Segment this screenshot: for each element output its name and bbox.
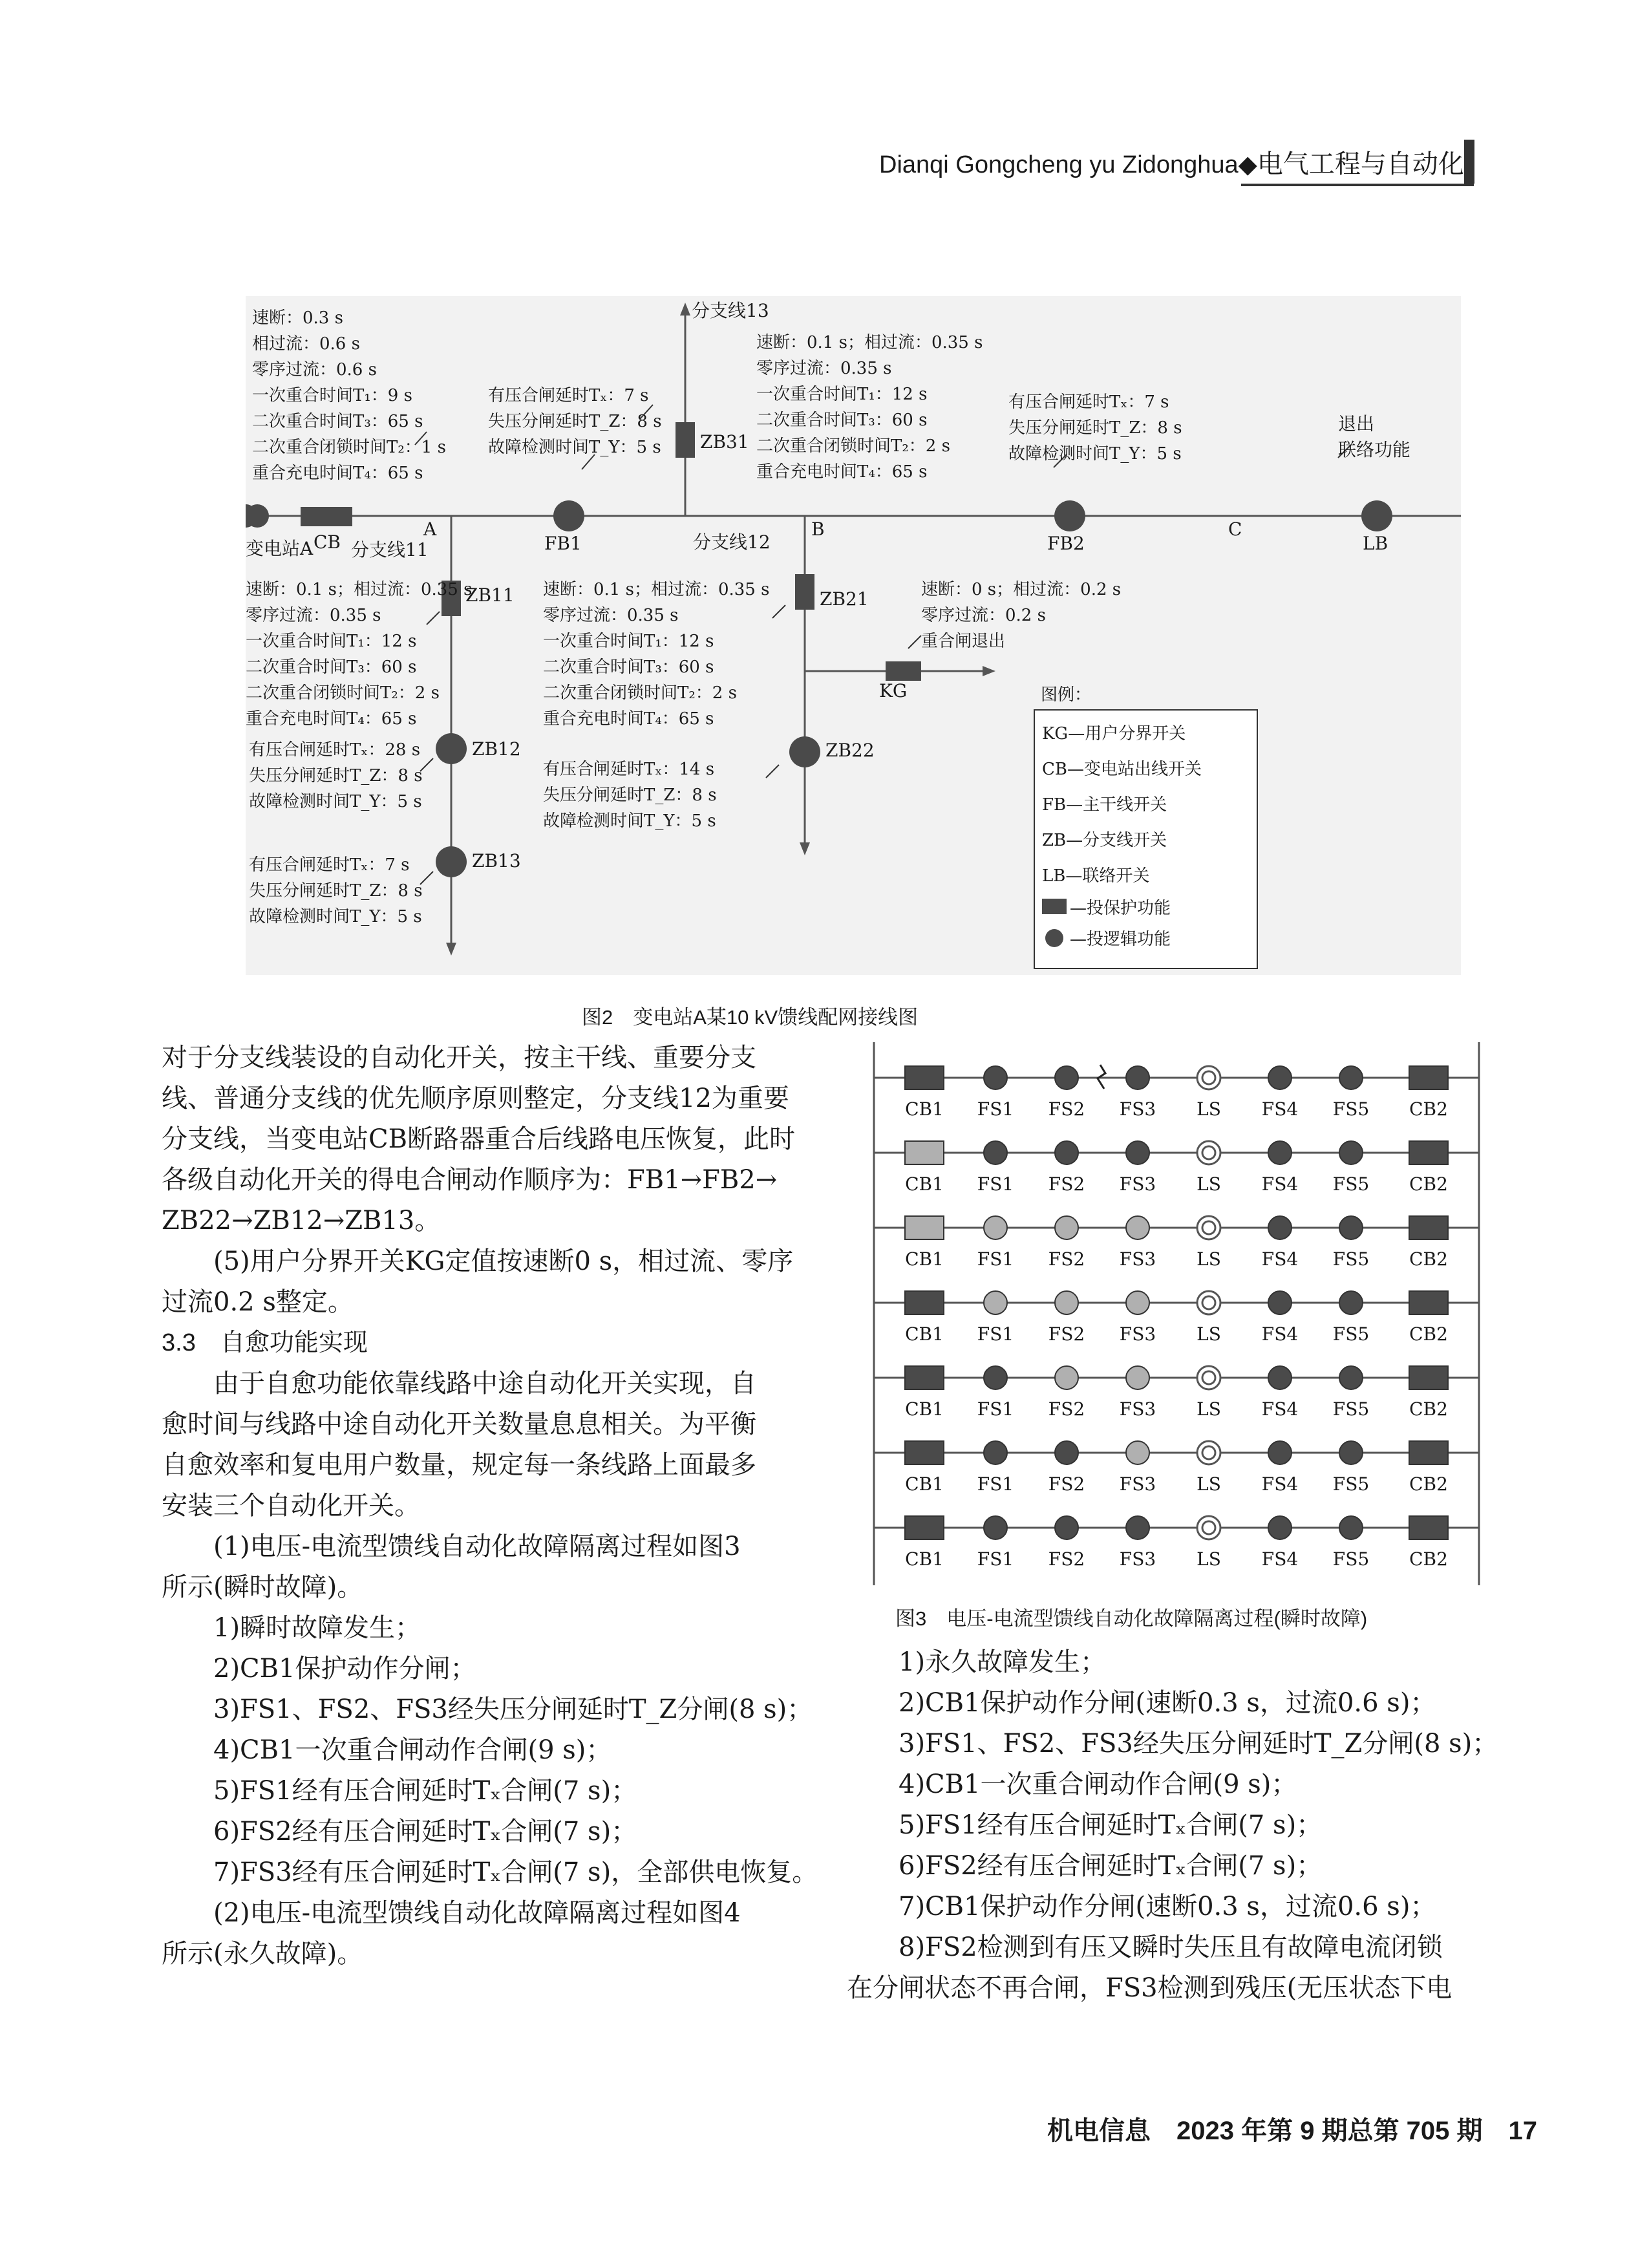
text-line: 所示(永久故障)。: [162, 1939, 363, 1969]
header-bar: [1464, 140, 1474, 184]
fig3-switch-symbol: [1339, 1216, 1363, 1239]
fig3-switch-symbol: [1055, 1141, 1078, 1164]
cb-setting: 速断：0.3 s: [252, 308, 343, 328]
step-line: 2)CB1保护动作分闸；: [213, 1654, 476, 1684]
fb2-setting: 故障检测时间T_Y：5 s: [1008, 444, 1182, 464]
legend-item: KG—用户分界开关: [1042, 724, 1186, 744]
fig3-tie-switch-symbol: [1197, 1291, 1220, 1314]
header-rule: [1241, 184, 1474, 186]
fig3-label: CB2: [1409, 1323, 1448, 1345]
fig3-label: FS3: [1119, 1323, 1156, 1345]
fig3-label: CB1: [905, 1173, 944, 1195]
fig3-label: FS3: [1119, 1398, 1156, 1420]
node-a: A: [423, 519, 437, 540]
station-label: 变电站A: [246, 538, 314, 559]
fig3-switch-symbol: [1268, 1141, 1292, 1164]
fig3-label: FS2: [1048, 1173, 1085, 1195]
figure-3-caption: 图3 电压-电流型馈线自动化故障隔离过程(瞬时故障): [895, 1607, 1368, 1630]
fig3-switch-symbol: [1268, 1066, 1292, 1089]
zb21-setting: 重合充电时间T₄：65 s: [543, 709, 714, 729]
node-zb11: ZB11: [465, 584, 515, 606]
cb-setting: 零序过流：0.6 s: [252, 360, 377, 380]
fig3-switch-symbol: [1055, 1366, 1078, 1389]
fig3-label: CB2: [1409, 1398, 1448, 1420]
node-zb22: ZB22: [825, 740, 875, 761]
step-line: 4)CB1一次重合闸动作合闸(9 s)；: [213, 1735, 612, 1765]
fig3-switch-symbol: [984, 1141, 1007, 1164]
node-lb: LB: [1363, 533, 1388, 554]
fig3-label: FS2: [1048, 1323, 1085, 1345]
text-line: 所示(瞬时故障)。: [162, 1572, 363, 1602]
fig3-label: FS5: [1332, 1323, 1370, 1345]
fig3-label: FS3: [1119, 1548, 1156, 1570]
fig3-label: CB2: [1409, 1173, 1448, 1195]
fig3-label: FS2: [1048, 1398, 1085, 1420]
fig3-label: FS3: [1119, 1473, 1156, 1495]
fig3-label: FS1: [977, 1248, 1014, 1270]
fig3-switch-symbol: [984, 1441, 1007, 1464]
step-line: 4)CB1一次重合闸动作合闸(9 s)；: [899, 1770, 1297, 1799]
fig3-tie-switch-symbol: [1197, 1516, 1220, 1539]
step-line: 1)永久故障发生；: [899, 1647, 1107, 1677]
fb2-setting: 有压合闸延时Tₓ：7 s: [1008, 392, 1169, 412]
fig3-label: FS4: [1261, 1323, 1299, 1345]
fig3-label: FS1: [977, 1323, 1014, 1345]
zb21-setting: 零序过流：0.35 s: [543, 606, 679, 625]
fig3-switch-symbol: [1268, 1441, 1292, 1464]
figure-2-caption: 图2 变电站A某10 kV馈线配网接线图: [582, 1006, 919, 1029]
fig3-label: FS2: [1048, 1248, 1085, 1270]
fig3-switch-symbol: [984, 1066, 1007, 1089]
fig3-breaker-symbol: [1409, 1441, 1448, 1464]
zb11-setting: 二次重合时间T₃：60 s: [246, 658, 417, 677]
fig3-switch-symbol: [1126, 1366, 1149, 1389]
fig3-switch-symbol: [1268, 1291, 1292, 1314]
fb1-setting: 有压合闸延时Tₓ：7 s: [488, 386, 649, 405]
fig3-tie-switch-symbol: [1197, 1066, 1220, 1089]
diamond-icon: ◆: [1238, 151, 1257, 178]
zb13-setting: 有压合闸延时Tₓ：7 s: [249, 855, 410, 875]
fig3-label: LS: [1197, 1548, 1221, 1570]
fig3-breaker-symbol: [905, 1141, 944, 1164]
step-line: 5)FS1经有压合闸延时Tₓ合闸(7 s)；: [213, 1776, 637, 1806]
node-cb: CB: [314, 531, 341, 553]
step-line: 6)FS2经有压合闸延时Tₓ合闸(7 s)；: [213, 1817, 637, 1846]
zb31-setting: 二次重合闭锁时间T₂：2 s: [756, 436, 950, 456]
fig3-label: FS3: [1119, 1248, 1156, 1270]
fig3-label: CB2: [1409, 1473, 1448, 1495]
fig3-switch-symbol: [1055, 1441, 1078, 1464]
text-line: 各级自动化开关的得电合闸动作顺序为：FB1→FB2→: [162, 1165, 778, 1195]
fig3-label: FS4: [1261, 1173, 1299, 1195]
fb2-setting: 失压分闸延时T_Z：8 s: [1008, 418, 1182, 438]
zb11-setting: 零序过流：0.35 s: [246, 606, 381, 625]
branch-11: 分支线11: [351, 539, 429, 561]
cb-setting: 二次重合闭锁时间T₂：1 s: [252, 438, 446, 457]
fig3-switch-symbol: [1126, 1066, 1149, 1089]
fig3-breaker-symbol: [1409, 1291, 1448, 1314]
fig3-tie-switch-symbol: [1197, 1216, 1220, 1239]
running-header: [879, 144, 1464, 180]
paragraph: [162, 1038, 818, 1974]
text-line: (5)用户分界开关KG定值按速断0 s，相过流、零序: [213, 1246, 794, 1276]
step-line: 6)FS2经有压合闸延时Tₓ合闸(7 s)；: [899, 1851, 1323, 1881]
fig3-label: CB2: [1409, 1098, 1448, 1120]
fig3-switch-symbol: [1055, 1216, 1078, 1239]
legend-item: —投保护功能: [1070, 899, 1171, 918]
fig3-label: FS5: [1332, 1173, 1370, 1195]
text-line: (2)电压-电流型馈线自动化故障隔离过程如图4: [213, 1898, 741, 1928]
lb-note-2: 联络功能: [1338, 439, 1411, 460]
fig3-label: LS: [1197, 1173, 1221, 1195]
fb1-setting: 失压分闸延时T_Z：8 s: [488, 412, 662, 431]
journal-cn: 电气工程与自动化: [1257, 150, 1464, 178]
fig3-breaker-symbol: [905, 1516, 944, 1539]
node-zb21: ZB21: [820, 588, 869, 610]
fig3-label: LS: [1197, 1323, 1221, 1345]
fig3-label: FS4: [1261, 1098, 1299, 1120]
zb22-setting: 有压合闸延时Tₓ：14 s: [543, 760, 715, 779]
figure-2-diagram: [246, 296, 1461, 975]
node-c: C: [1228, 519, 1242, 540]
cb-setting: 重合充电时间T₄：65 s: [252, 464, 423, 483]
text-line: 由于自愈功能依靠线路中途自动化开关实现，自: [213, 1369, 756, 1398]
fig3-switch-symbol: [1055, 1291, 1078, 1314]
fig3-switch-symbol: [1268, 1366, 1292, 1389]
fig3-breaker-symbol: [905, 1441, 944, 1464]
zb31-setting: 一次重合时间T₁：12 s: [756, 385, 928, 404]
legend-item: CB—变电站出线开关: [1042, 760, 1202, 779]
node-zb13: ZB13: [472, 850, 521, 872]
fig3-switch-symbol: [984, 1216, 1007, 1239]
fig3-breaker-symbol: [1409, 1516, 1448, 1539]
legend-title: 图例：: [1041, 685, 1092, 705]
section-heading: 3.3 自愈功能实现: [162, 1329, 368, 1356]
branch-12: 分支线12: [693, 531, 771, 553]
fig3-label: CB1: [905, 1248, 944, 1270]
zb11-setting: 一次重合时间T₁：12 s: [246, 632, 417, 651]
step-line: 3)FS1、FS2、FS3经失压分闸延时T_Z分闸(8 s)；: [213, 1695, 813, 1724]
fig3-label: FS1: [977, 1173, 1014, 1195]
fig3-label: FS3: [1119, 1098, 1156, 1120]
fig3-label: FS1: [977, 1548, 1014, 1570]
fig3-label: CB2: [1409, 1248, 1448, 1270]
fig3-switch-symbol: [1126, 1216, 1149, 1239]
fig3-switch-symbol: [1126, 1441, 1149, 1464]
step-line: 7)FS3经有压合闸延时Tₓ合闸(7 s)，全部供电恢复。: [213, 1857, 818, 1887]
fig3-breaker-symbol: [1409, 1366, 1448, 1389]
step-line: 8)FS2检测到有压又瞬时失压且有故障电流闭锁: [899, 1932, 1443, 1962]
fig3-breaker-symbol: [1409, 1066, 1448, 1089]
paragraph: [847, 1642, 1498, 2009]
step-line: 2)CB1保护动作分闸(速断0.3 s，过流0.6 s)；: [899, 1688, 1436, 1718]
fig3-label: FS5: [1332, 1548, 1370, 1570]
fig3-label: FS2: [1048, 1473, 1085, 1495]
fig3-switch-symbol: [1268, 1516, 1292, 1539]
fig3-tie-switch-symbol: [1197, 1441, 1220, 1464]
fig3-label: LS: [1197, 1473, 1221, 1495]
fig3-label: FS4: [1261, 1398, 1299, 1420]
legend-item: FB—主干线开关: [1042, 795, 1167, 815]
fig3-label: FS4: [1261, 1248, 1299, 1270]
fig3-breaker-symbol: [905, 1291, 944, 1314]
fig3-label: FS5: [1332, 1473, 1370, 1495]
node-zb12: ZB12: [472, 738, 521, 760]
zb22-setting: 失压分闸延时T_Z：8 s: [543, 786, 717, 805]
text-line: 线、普通分支线的优先顺序原则整定，分支线12为重要: [162, 1084, 789, 1113]
fig3-label: FS1: [977, 1473, 1014, 1495]
fig3-switch-symbol: [1126, 1141, 1149, 1164]
fig3-label: LS: [1197, 1248, 1221, 1270]
text-line: 分支线，当变电站CB断路器重合后线路电压恢复，此时: [162, 1124, 795, 1154]
kg-setting: 重合闸退出: [921, 632, 1006, 651]
fig3-label: FS1: [977, 1098, 1014, 1120]
fig3-tie-switch-symbol: [1197, 1366, 1220, 1389]
zb21-setting: 一次重合时间T₁：12 s: [543, 632, 714, 651]
figure-3-diagram: [873, 1042, 1480, 1585]
fig3-switch-symbol: [984, 1366, 1007, 1389]
fig3-label: LS: [1197, 1398, 1221, 1420]
fig3-switch-symbol: [1339, 1066, 1363, 1089]
fig3-label: CB1: [905, 1548, 944, 1570]
step-line: 在分闸状态不再合闸，FS3检测到残压(无压状态下电: [847, 1973, 1452, 2003]
fig3-label: CB1: [905, 1098, 944, 1120]
fig3-tie-switch-symbol: [1197, 1141, 1220, 1164]
text-line: 安装三个自动化开关。: [162, 1491, 420, 1521]
fig3-breaker-symbol: [905, 1366, 944, 1389]
fig3-switch-symbol: [984, 1516, 1007, 1539]
node-fb1: FB1: [544, 533, 582, 554]
fig3-switch-symbol: [1339, 1441, 1363, 1464]
zb11-setting: 二次重合闭锁时间T₂：2 s: [246, 683, 440, 703]
fig3-breaker-symbol: [905, 1216, 944, 1239]
node-fb2: FB2: [1047, 533, 1085, 554]
fig3-label: CB1: [905, 1323, 944, 1345]
fig3-switch-symbol: [984, 1291, 1007, 1314]
fig3-switch-symbol: [1339, 1291, 1363, 1314]
zb11-setting: 速断：0.1 s；相过流：0.35 s: [246, 580, 473, 599]
zb31-setting: 速断：0.1 s；相过流：0.35 s: [756, 333, 983, 352]
step-line: 7)CB1保护动作分闸(速断0.3 s，过流0.6 s)；: [899, 1892, 1436, 1921]
fig3-label: LS: [1197, 1098, 1221, 1120]
text-line: (1)电压-电流型馈线自动化故障隔离过程如图3: [213, 1532, 741, 1561]
fig3-switch-symbol: [1055, 1066, 1078, 1089]
fig3-label: FS4: [1261, 1548, 1299, 1570]
zb31-setting: 二次重合时间T₃：60 s: [756, 411, 928, 430]
fig3-label: FS2: [1048, 1548, 1085, 1570]
fig3-switch-symbol: [1339, 1366, 1363, 1389]
zb21-setting: 二次重合闭锁时间T₂：2 s: [543, 683, 737, 703]
fig3-label: FS1: [977, 1398, 1014, 1420]
fig3-label: FS4: [1261, 1473, 1299, 1495]
zb31-setting: 重合充电时间T₄：65 s: [756, 462, 928, 482]
cb-setting: 相过流：0.6 s: [252, 334, 360, 354]
page-footer: 机电信息 2023 年第 9 期总第 705 期 17: [1047, 2117, 1538, 2145]
text-line: ZB22→ZB12→ZB13。: [162, 1206, 441, 1236]
branch-13: 分支线13: [692, 300, 769, 321]
zb13-setting: 故障检测时间T_Y：5 s: [249, 907, 422, 926]
legend-item: LB—联络开关: [1042, 866, 1150, 886]
text-line: 对于分支线装设的自动化开关，按主干线、重要分支: [162, 1043, 756, 1073]
zb11-setting: 重合充电时间T₄：65 s: [246, 709, 417, 729]
zb31-setting: 零序过流：0.35 s: [756, 359, 892, 378]
fig3-label: FS5: [1332, 1398, 1370, 1420]
text-line: 过流0.2 s整定。: [162, 1287, 354, 1317]
node-b: B: [811, 519, 825, 540]
lb-note-1: 退出: [1338, 413, 1375, 434]
text-line: 自愈效率和复电用户数量，规定每一条线路上面最多: [162, 1450, 756, 1480]
step-line: 5)FS1经有压合闸延时Tₓ合闸(7 s)；: [899, 1810, 1323, 1840]
fig3-breaker-symbol: [1409, 1216, 1448, 1239]
fig3-label: FS3: [1119, 1173, 1156, 1195]
text-line: 愈时间与线路中途自动化开关数量息息相关。为平衡: [162, 1409, 756, 1439]
fig3-label: FS5: [1332, 1098, 1370, 1120]
fig3-label: CB2: [1409, 1548, 1448, 1570]
fig3-switch-symbol: [1339, 1141, 1363, 1164]
zb12-setting: 故障检测时间T_Y：5 s: [249, 792, 422, 811]
zb21-setting: 速断：0.1 s；相过流：0.35 s: [543, 580, 770, 599]
zb12-setting: 有压合闸延时Tₓ：28 s: [249, 740, 421, 760]
zb13-setting: 失压分闸延时T_Z：8 s: [249, 881, 423, 901]
journal-pinyin: Dianqi Gongcheng yu Zidonghua: [879, 151, 1239, 178]
fig3-label: FS2: [1048, 1098, 1085, 1120]
node-kg: KG: [879, 680, 908, 701]
fig3-breaker-symbol: [905, 1066, 944, 1089]
cb-setting: 一次重合时间T₁：9 s: [252, 386, 412, 405]
fig3-label: CB1: [905, 1398, 944, 1420]
fb1-setting: 故障检测时间T_Y：5 s: [488, 438, 661, 457]
node-zb31: ZB31: [700, 431, 749, 453]
step-line: 3)FS1、FS2、FS3经失压分闸延时T_Z分闸(8 s)；: [899, 1729, 1498, 1759]
zb21-setting: 二次重合时间T₃：60 s: [543, 658, 714, 677]
legend-item: ZB—分支线开关: [1042, 831, 1167, 850]
kg-setting: 零序过流：0.2 s: [921, 606, 1046, 625]
fig3-switch-symbol: [1126, 1291, 1149, 1314]
kg-setting: 速断：0 s；相过流：0.2 s: [921, 580, 1122, 599]
fig3-switch-symbol: [1126, 1516, 1149, 1539]
fig3-switch-symbol: [1268, 1216, 1292, 1239]
cb-setting: 二次重合时间T₃：65 s: [252, 412, 423, 431]
fig3-switch-symbol: [1339, 1516, 1363, 1539]
fig3-switch-symbol: [1055, 1516, 1078, 1539]
zb22-setting: 故障检测时间T_Y：5 s: [543, 811, 716, 831]
legend-item: —投逻辑功能: [1070, 930, 1171, 949]
fig3-label: CB1: [905, 1473, 944, 1495]
zb12-setting: 失压分闸延时T_Z：8 s: [249, 766, 423, 786]
fig3-breaker-symbol: [1409, 1141, 1448, 1164]
fig3-label: FS5: [1332, 1248, 1370, 1270]
step-line: 1)瞬时故障发生；: [213, 1613, 421, 1643]
